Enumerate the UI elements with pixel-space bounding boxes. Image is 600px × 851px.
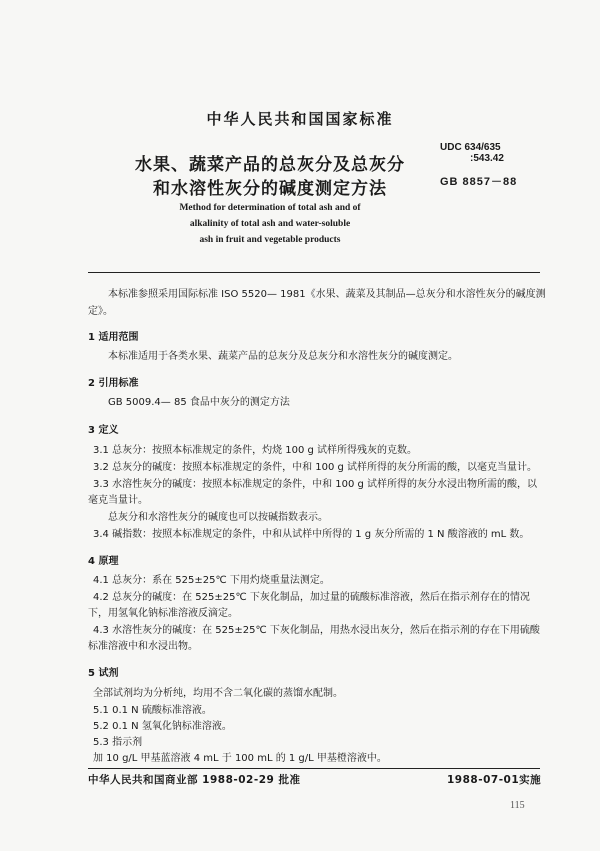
principle-4-1: 4.1 总灰分：系在 525±25℃ 下用灼烧重量法测定。 — [93, 575, 330, 586]
definition-3-2: 3.2 总灰分的碱度：按照本标准规定的条件，中和 100 g 试样所得的灰分所需的酸，以毫克当量计。 — [93, 462, 538, 473]
header-divider — [88, 272, 540, 273]
principle-4-3-line-1: 4.3 水溶性灰分的碱度：在 525±25℃ 下灰化制品，用热水浸出灰分，然后在指示剂的存在下用硫酸 — [93, 625, 540, 636]
page-number: 115 — [510, 800, 525, 811]
footer-divider — [88, 768, 540, 769]
reagent-5-3: 5.3 指示剂 — [93, 737, 143, 748]
intro-line-1: 本标准参照采用国际标准 ISO 5520— 1981《水果、蔬菜及其制品—总灰分和水溶性灰分的碱度测 — [108, 289, 546, 300]
reagent-5-3-text: 加 10 g/L 甲基蓝溶液 4 mL 于 100 mL 的 1 g/L 甲基橙溶液中。 — [93, 753, 387, 764]
english-title-line-2: alkalinity of total ash and water-soluble — [189, 219, 351, 229]
gb-number: GB 8857－88 — [440, 176, 518, 188]
principle-4-2-line-1: 4.2 总灰分的碱度：在 525±25℃ 下灰化制品，加过量的硫酸标准溶液，然后在指示剂存在的情况 — [93, 592, 530, 603]
udc-code: UDC 634/635 — [440, 142, 501, 153]
section-1-heading: 1 适用范围 — [88, 332, 139, 343]
reagents-text: 全部试剂均为分析纯，均用不含二氧化碳的蒸馏水配制。 — [93, 688, 343, 699]
udc-code-suffix: :543.42 — [470, 153, 504, 164]
definition-3-4: 3.4 碱指数：按照本标准规定的条件，中和从试样中所得的 1 g 灰分所需的 1 N 酸溶液的 mL 数。 — [93, 529, 530, 540]
reagent-5-2: 5.2 0.1 N 氢氧化钠标准溶液。 — [93, 721, 232, 732]
implementation-date: 1988-07-01实施 — [447, 774, 542, 786]
section-3-heading: 3 定义 — [88, 425, 119, 436]
reagent-5-1: 5.1 0.1 N 硫酸标准溶液。 — [93, 705, 212, 716]
definition-3-3-line-2: 毫克当量计。 — [88, 495, 148, 506]
english-title-line-1: Method for determination of total ash and of — [179, 203, 361, 213]
approval-note: 中华人民共和国商业部 1988-02-29 批准 — [88, 774, 301, 786]
principle-4-2-line-2: 下，用氢氧化钠标准溶液反滴定。 — [88, 608, 238, 619]
section-4-heading: 4 原理 — [88, 556, 119, 567]
section-2-heading: 2 引用标准 — [88, 378, 139, 389]
definition-note: 总灰分和水溶性灰分的碱度也可以按碱指数表示。 — [108, 512, 328, 523]
title-line-1: 水果、蔬菜产品的总灰分及总灰分 — [135, 155, 405, 175]
english-title-line-3: ash in fruit and vegetable products — [199, 235, 341, 245]
intro-line-2: 定》。 — [88, 306, 113, 317]
section-2-text: GB 5009.4— 85 食品中灰分的测定方法 — [108, 397, 290, 408]
definition-3-1: 3.1 总灰分：按照本标准规定的条件，灼烧 100 g 试样所得残灰的克数。 — [93, 445, 418, 456]
section-5-heading: 5 试剂 — [88, 668, 119, 679]
title-line-2: 和水溶性灰分的碱度测定方法 — [153, 179, 387, 199]
principle-4-3-line-2: 标准溶液中和水浸出物。 — [88, 641, 198, 652]
national-standard-heading: 中华人民共和国国家标准 — [206, 110, 394, 128]
definition-3-3-line-1: 3.3 水溶性灰分的碱度：按照本标准规定的条件，中和 100 g 试样所得的灰分水浸出物所需的酸，以 — [93, 479, 538, 490]
section-1-text: 本标准适用于各类水果、蔬菜产品的总灰分及总灰分和水溶性灰分的碱度测定。 — [108, 351, 458, 362]
